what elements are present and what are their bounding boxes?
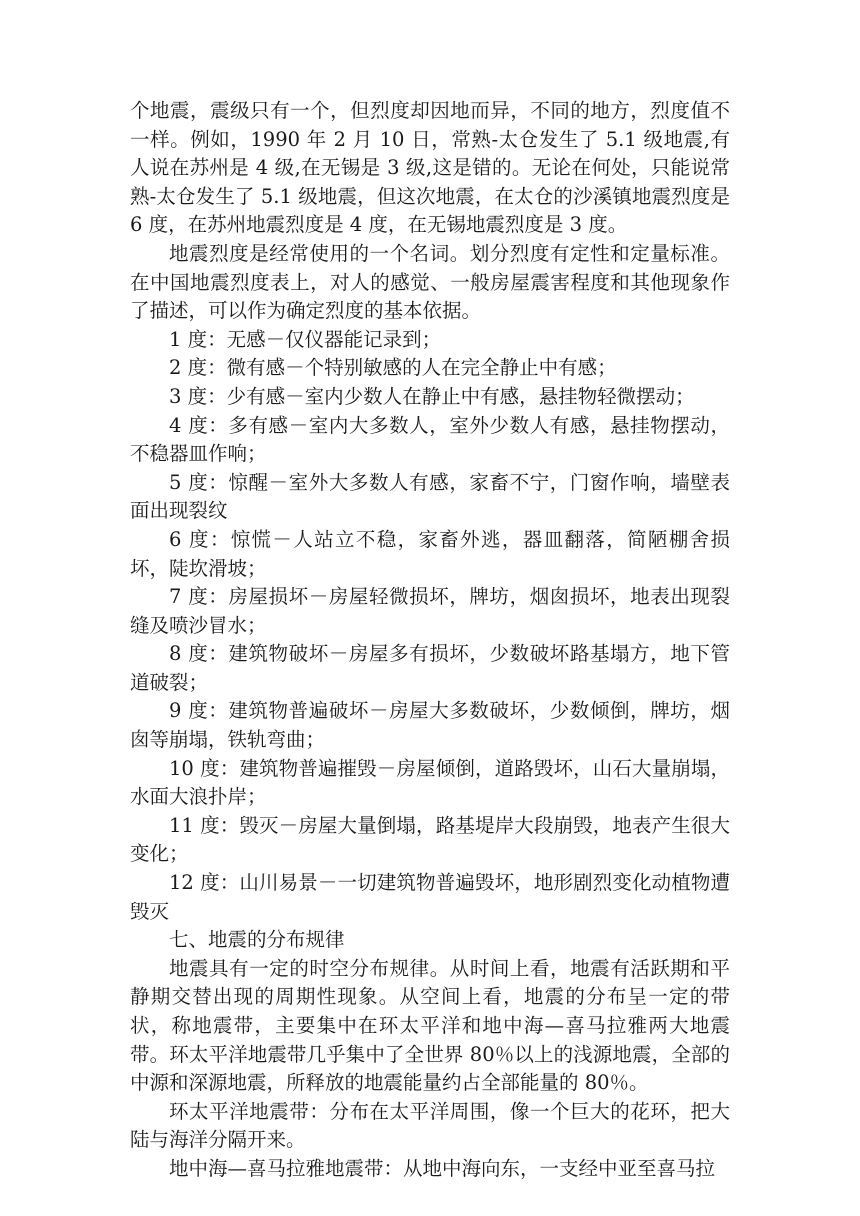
- intensity-level-7: 7 度：房屋损坏－房屋轻微损坏，牌坊，烟囱损坏，地表出现裂缝及喷沙冒水；: [130, 585, 730, 637]
- paragraph-distribution-pattern: 地震具有一定的时空分布规律。从时间上看，地震有活跃期和平静期交替出现的周期性现象。从空间上看，地震的分布呈一定的带状，称地震带，主要集中在环太平洋和地中海—喜马拉雅两大地震带。环太平洋地震带几乎集中了全世界 80％以上的浅源地震，全部的中源和深源地震，所释放的地震能量约占全部能量的 80％。: [130, 956, 730, 1095]
- paragraph-intensity-example: 个地震，震级只有一个，但烈度却因地而异，不同的地方，烈度值不一样。例如，1990 年 2 月 10 日，常熟-太仓发生了 5.1 级地震,有人说在苏州是 4 级,在无锡是 3 级,这是错的。无论在何处，只能说常熟-太仓发生了 5.1 级地震，但这次地震，在太仓的沙溪镇地震烈度是 6 度，在苏州地震烈度是 4 度，在无锡地震烈度是 3 度。: [130, 99, 730, 237]
- intensity-level-10: 10 度：建筑物普遍摧毁－房屋倾倒，道路毁坏，山石大量崩塌，水面大浪扑岸；: [130, 756, 730, 809]
- intensity-level-3: 3 度：少有感－室内少数人在静止中有感，悬挂物轻微摆动；: [169, 384, 695, 408]
- paragraph-mediterranean-himalayan-belt: 地中海—喜马拉雅地震带：从地中海向东，一支经中亚至喜马拉: [169, 1156, 716, 1180]
- intensity-level-2: 2 度：微有感－个特别敏感的人在完全静止中有感；: [169, 356, 617, 380]
- paragraph-intensity-definition: 地震烈度是经常使用的一个名词。划分烈度有定性和定量标准。在中国地震烈度表上，对人的感觉、一般房屋震害程度和其他现象作了描述，可以作为确定烈度的基本依据。: [130, 241, 730, 323]
- document-body: [130, 97, 730, 1184]
- intensity-level-6: 6 度：惊慌－人站立不稳，家畜外逃，器皿翻落，简陋棚舍损坏，陡坎滑坡；: [130, 527, 730, 580]
- intensity-level-12: 12 度：山川易景－一切建筑物普遍毁坏，地形剧烈变化动植物遭毁灭: [130, 871, 730, 923]
- intensity-level-8: 8 度：建筑物破坏－房屋多有损坏，少数破坏路基塌方，地下管道破裂；: [130, 642, 730, 694]
- intensity-level-1: 1 度：无感－仅仪器能记录到；: [169, 327, 442, 351]
- paragraph-circum-pacific-belt: 环太平洋地震带：分布在太平洋周围，像一个巨大的花环，把大陆与海洋分隔开来。: [130, 1099, 730, 1152]
- section-heading-distribution: 七、地震的分布规律: [169, 928, 345, 952]
- intensity-level-5: 5 度：惊醒－室外大多数人有感，家畜不宁，门窗作响，墙壁表面出现裂纹: [130, 470, 730, 523]
- intensity-level-9: 9 度：建筑物普遍破坏－房屋大多数破坏，少数倾倒，牌坊，烟囱等崩塌，铁轨弯曲；: [130, 699, 730, 752]
- intensity-level-4: 4 度：多有感－室内大多数人，室外少数人有感，悬挂物摆动，不稳器皿作响；: [130, 413, 730, 466]
- intensity-level-11: 11 度：毁灭－房屋大量倒塌，路基堤岸大段崩毁，地表产生很大变化；: [130, 813, 730, 866]
